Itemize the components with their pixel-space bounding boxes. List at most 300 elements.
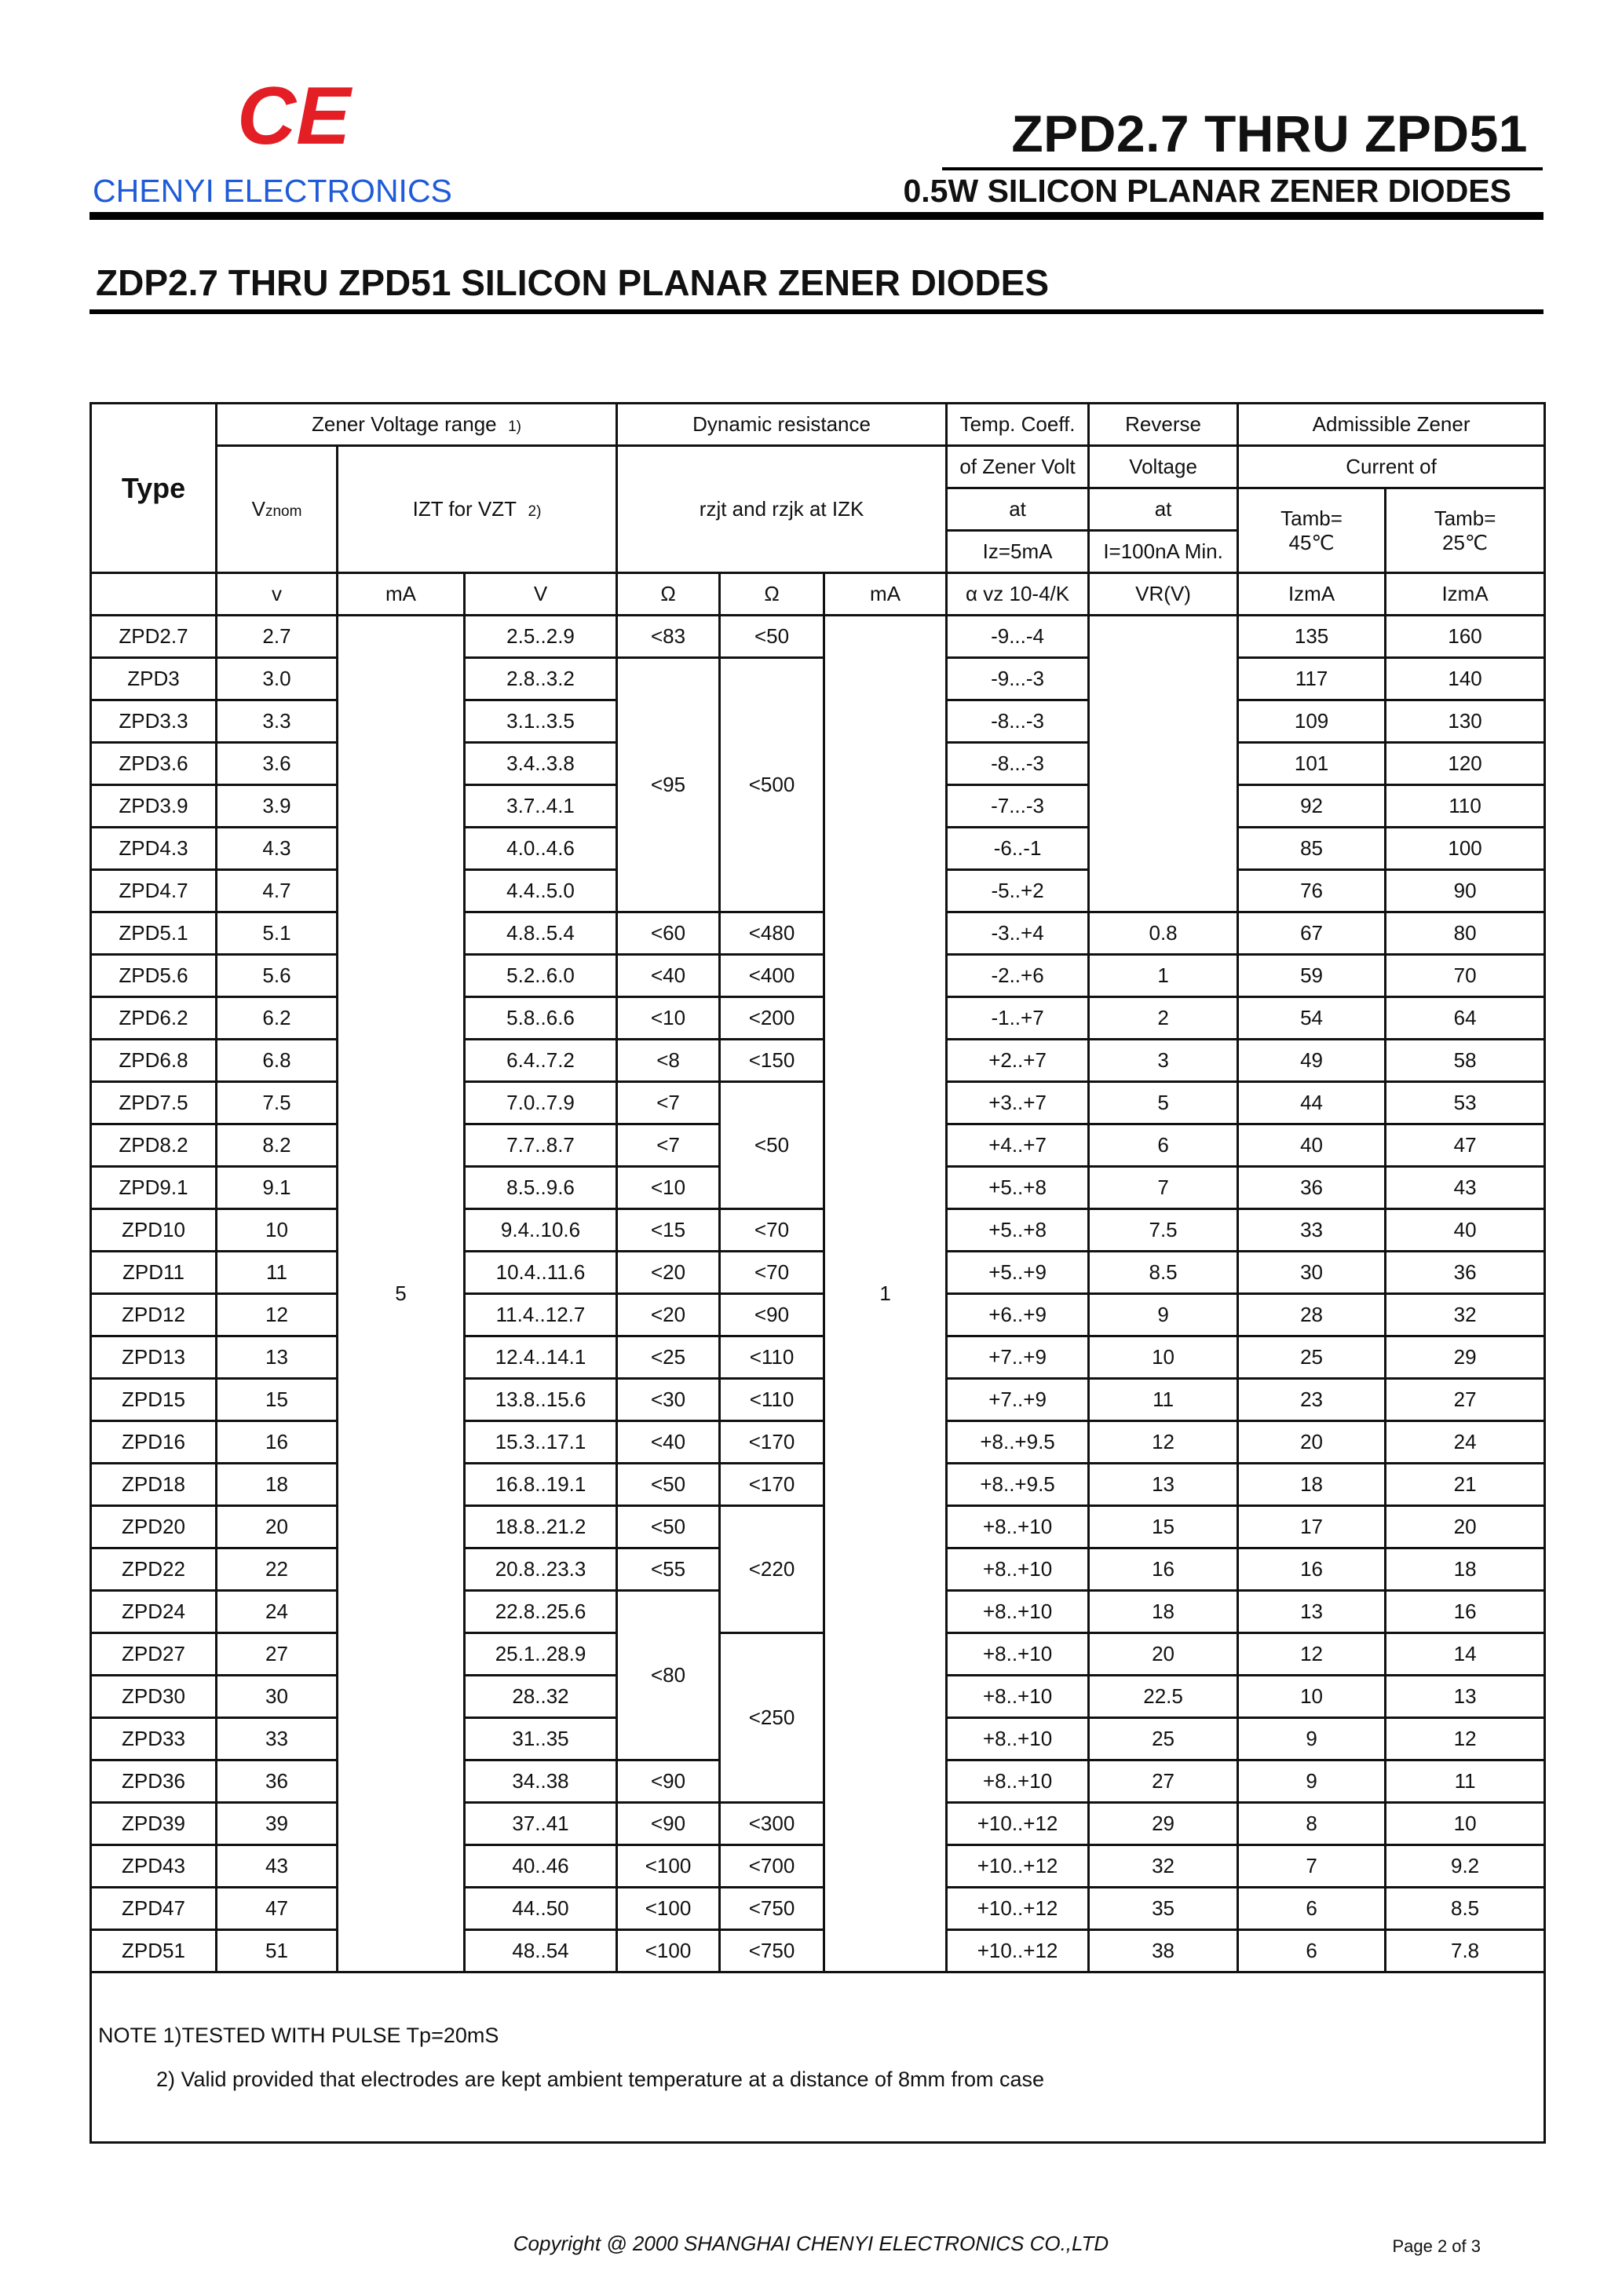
temp-coeff-cell: -7...-3 — [947, 785, 1089, 828]
rzjt-cell: <55 — [617, 1548, 720, 1591]
rzjt-cell: <7 — [617, 1124, 720, 1167]
vz-range-cell: 12.4..14.1 — [465, 1336, 617, 1379]
vznom-cell: 5.6 — [217, 955, 338, 997]
rzjk-cell: <170 — [720, 1421, 824, 1464]
vznom-cell: 11 — [217, 1252, 338, 1294]
table-row — [91, 1379, 1545, 1421]
vznom-cell: 27 — [217, 1633, 338, 1676]
vz-range-cell: 22.8..25.6 — [465, 1591, 617, 1633]
iz-45-cell: 30 — [1238, 1252, 1386, 1294]
iz-25-cell: 36 — [1386, 1252, 1545, 1294]
temp-coeff-cell: +3..+7 — [947, 1082, 1089, 1124]
temp-coeff-cell: +5..+8 — [947, 1209, 1089, 1252]
rzjt-cell: <40 — [617, 955, 720, 997]
vz-range-cell: 16.8..19.1 — [465, 1464, 617, 1506]
temp-coeff-cell: +10..+12 — [947, 1803, 1089, 1845]
temp-coeff-cell: +7..+9 — [947, 1336, 1089, 1379]
rzjk-cell: <700 — [720, 1845, 824, 1888]
rzjk-cell: <50 — [720, 616, 824, 658]
section-rule — [90, 309, 1543, 314]
temp-coeff-cell: +5..+8 — [947, 1167, 1089, 1209]
type-cell: ZPD6.8 — [91, 1040, 217, 1082]
type-cell: ZPD3.6 — [91, 743, 217, 785]
reverse-voltage-cell: 13 — [1089, 1464, 1238, 1506]
iz-45-cell: 6 — [1238, 1930, 1386, 1972]
vznom-cell: 9.1 — [217, 1167, 338, 1209]
vznom-cell: 30 — [217, 1676, 338, 1718]
reverse-voltage-cell: 0.8 — [1089, 912, 1238, 955]
rzjk-cell: <150 — [720, 1040, 824, 1082]
section-title: ZDP2.7 THRU ZPD51 SILICON PLANAR ZENER DIODES — [96, 262, 1050, 303]
vz-range-cell: 34..38 — [465, 1760, 617, 1803]
type-cell: ZPD15 — [91, 1379, 217, 1421]
izt-cell: 5 — [338, 616, 465, 1972]
vz-range-cell: 48..54 — [465, 1930, 617, 1972]
iz-25-cell: 120 — [1386, 743, 1545, 785]
table-row — [91, 912, 1545, 955]
tamb25-header: Tamb= 25℃ — [1386, 488, 1545, 573]
title-rule — [942, 167, 1543, 170]
reverse-voltage-cell: 35 — [1089, 1888, 1238, 1930]
rzjt-cell: <8 — [617, 1040, 720, 1082]
type-cell: ZPD43 — [91, 1845, 217, 1888]
vznom-cell: 3.6 — [217, 743, 338, 785]
temp-coeff-cell: +10..+12 — [947, 1888, 1089, 1930]
iz-25-cell: 80 — [1386, 912, 1545, 955]
reverse-voltage-cell: 25 — [1089, 1718, 1238, 1760]
note-1: NOTE 1)TESTED WITH PULSE Tp=20mS — [98, 2024, 499, 2047]
type-cell: ZPD30 — [91, 1676, 217, 1718]
iz-25-cell: 40 — [1386, 1209, 1545, 1252]
iz-45-cell: 85 — [1238, 828, 1386, 870]
vz-range-cell: 2.5..2.9 — [465, 616, 617, 658]
iz-25-cell: 29 — [1386, 1336, 1545, 1379]
reverse-voltage-cell: 20 — [1089, 1633, 1238, 1676]
vznom-cell: 39 — [217, 1803, 338, 1845]
rzjt-cell: <7 — [617, 1082, 720, 1124]
vznom-cell: 4.7 — [217, 870, 338, 912]
type-cell: ZPD12 — [91, 1294, 217, 1336]
table-row — [91, 955, 1545, 997]
iz-45-cell: 13 — [1238, 1591, 1386, 1633]
type-cell: ZPD9.1 — [91, 1167, 217, 1209]
iz-25-cell: 90 — [1386, 870, 1545, 912]
temp-coeff-cell: +8..+10 — [947, 1718, 1089, 1760]
vznom-cell: 10 — [217, 1209, 338, 1252]
reverse-header-4: I=100nA Min. — [1089, 531, 1238, 573]
unit-type-blank — [91, 573, 217, 616]
iz-25-cell: 130 — [1386, 700, 1545, 743]
iz-45-cell: 76 — [1238, 870, 1386, 912]
vznom-cell: 3.0 — [217, 658, 338, 700]
iz-25-cell: 160 — [1386, 616, 1545, 658]
unit-izma-2: IzmA — [1386, 573, 1545, 616]
vznom-cell: 36 — [217, 1760, 338, 1803]
reverse-voltage-cell: 10 — [1089, 1336, 1238, 1379]
iz-45-cell: 44 — [1238, 1082, 1386, 1124]
type-cell: ZPD39 — [91, 1803, 217, 1845]
vz-range-cell: 37..41 — [465, 1803, 617, 1845]
unit-ohm-2: Ω — [720, 573, 824, 616]
vz-range-cell: 40..46 — [465, 1845, 617, 1888]
reverse-voltage-cell: 18 — [1089, 1591, 1238, 1633]
specification-table — [90, 402, 1546, 2144]
temp-coeff-header-4: Iz=5mA — [947, 531, 1089, 573]
iz-25-cell: 16 — [1386, 1591, 1545, 1633]
izt-header: IZT for VZT 2) — [338, 446, 617, 573]
temp-coeff-cell: +8..+10 — [947, 1506, 1089, 1548]
type-header: Type — [91, 404, 217, 573]
temp-coeff-cell: -9...-4 — [947, 616, 1089, 658]
rz-header: rzjt and rzjk at IZK — [617, 446, 947, 573]
vz-range-cell: 3.1..3.5 — [465, 700, 617, 743]
table-row — [91, 1040, 1545, 1082]
iz-45-cell: 12 — [1238, 1633, 1386, 1676]
temp-coeff-cell: +8..+10 — [947, 1633, 1089, 1676]
iz-45-cell: 18 — [1238, 1464, 1386, 1506]
reverse-voltage-cell: 12 — [1089, 1421, 1238, 1464]
vz-range-cell: 25.1..28.9 — [465, 1633, 617, 1676]
iz-45-cell: 17 — [1238, 1506, 1386, 1548]
iz-45-cell: 92 — [1238, 785, 1386, 828]
document-subtitle: 0.5W SILICON PLANAR ZENER DIODES — [903, 173, 1511, 209]
table-row — [91, 1464, 1545, 1506]
iz-45-cell: 28 — [1238, 1294, 1386, 1336]
rzjt-cell: <30 — [617, 1379, 720, 1421]
iz-45-cell: 23 — [1238, 1379, 1386, 1421]
table-row — [91, 1888, 1545, 1930]
vz-range-cell: 4.0..4.6 — [465, 828, 617, 870]
type-cell: ZPD16 — [91, 1421, 217, 1464]
vznom-cell: 15 — [217, 1379, 338, 1421]
vznom-cell: 43 — [217, 1845, 338, 1888]
rzjt-cell: <60 — [617, 912, 720, 955]
vz-range-cell: 7.0..7.9 — [465, 1082, 617, 1124]
admissible-header-2: Current of — [1238, 446, 1545, 488]
iz-45-cell: 7 — [1238, 1845, 1386, 1888]
temp-coeff-header-3: at — [947, 488, 1089, 531]
header-rule — [90, 212, 1543, 220]
temp-coeff-cell: -9...-3 — [947, 658, 1089, 700]
vz-range-cell: 15.3..17.1 — [465, 1421, 617, 1464]
iz-25-cell: 27 — [1386, 1379, 1545, 1421]
vz-range-cell: 9.4..10.6 — [465, 1209, 617, 1252]
iz-25-cell: 47 — [1386, 1124, 1545, 1167]
reverse-voltage-cell: 27 — [1089, 1760, 1238, 1803]
temp-coeff-cell: +8..+10 — [947, 1676, 1089, 1718]
rzjk-cell: <110 — [720, 1379, 824, 1421]
reverse-voltage-cell: 8.5 — [1089, 1252, 1238, 1294]
zener-range-header: Zener Voltage range 1) — [217, 404, 617, 446]
rzjt-cell: <95 — [617, 658, 720, 912]
iz-25-cell: 43 — [1386, 1167, 1545, 1209]
admissible-header-1: Admissible Zener — [1238, 404, 1545, 446]
iz-25-cell: 140 — [1386, 658, 1545, 700]
reverse-voltage-cell: 7.5 — [1089, 1209, 1238, 1252]
vz-range-cell: 6.4..7.2 — [465, 1040, 617, 1082]
iz-25-cell: 14 — [1386, 1633, 1545, 1676]
vz-range-cell: 7.7..8.7 — [465, 1124, 617, 1167]
rzjk-cell: <90 — [720, 1294, 824, 1336]
temp-coeff-cell: +10..+12 — [947, 1845, 1089, 1888]
vz-range-cell: 5.2..6.0 — [465, 955, 617, 997]
iz-45-cell: 101 — [1238, 743, 1386, 785]
table-row — [91, 1252, 1545, 1294]
rzjt-cell: <90 — [617, 1803, 720, 1845]
iz-25-cell: 18 — [1386, 1548, 1545, 1591]
rzjt-cell: <80 — [617, 1591, 720, 1760]
iz-25-cell: 12 — [1386, 1718, 1545, 1760]
iz-25-cell: 70 — [1386, 955, 1545, 997]
temp-coeff-cell: +2..+7 — [947, 1040, 1089, 1082]
vznom-cell: 6.8 — [217, 1040, 338, 1082]
rzjk-cell: <50 — [720, 1082, 824, 1209]
vznom-cell: 6.2 — [217, 997, 338, 1040]
iz-25-cell: 7.8 — [1386, 1930, 1545, 1972]
copyright: Copyright @ 2000 SHANGHAI CHENYI ELECTRONICS CO.,LTD — [513, 2232, 1109, 2255]
reverse-voltage-cell: 1 — [1089, 955, 1238, 997]
rzjt-cell: <100 — [617, 1845, 720, 1888]
reverse-voltage-cell: 3 — [1089, 1040, 1238, 1082]
unit-ma-1: mA — [338, 573, 465, 616]
type-cell: ZPD51 — [91, 1930, 217, 1972]
rzjk-cell: <110 — [720, 1336, 824, 1379]
iz-45-cell: 25 — [1238, 1336, 1386, 1379]
type-cell: ZPD4.7 — [91, 870, 217, 912]
vz-range-cell: 5.8..6.6 — [465, 997, 617, 1040]
vznom-cell: 18 — [217, 1464, 338, 1506]
iz-25-cell: 58 — [1386, 1040, 1545, 1082]
temp-coeff-cell: -2..+6 — [947, 955, 1089, 997]
rzjt-cell: <20 — [617, 1252, 720, 1294]
rzjt-cell: <50 — [617, 1506, 720, 1548]
unit-alpha: α vz 10-4/K — [947, 573, 1089, 616]
type-cell: ZPD4.3 — [91, 828, 217, 870]
vz-range-cell: 13.8..15.6 — [465, 1379, 617, 1421]
document-title: ZPD2.7 THRU ZPD51 — [1011, 104, 1528, 163]
type-cell: ZPD22 — [91, 1548, 217, 1591]
rzjk-cell: <750 — [720, 1930, 824, 1972]
izk-cell: 1 — [824, 616, 947, 1972]
temp-coeff-cell: +8..+10 — [947, 1760, 1089, 1803]
iz-45-cell: 54 — [1238, 997, 1386, 1040]
note-2: 2) Valid provided that electrodes are kept ambient temperature at a distance of 8mm from case — [156, 2067, 1045, 2091]
iz-45-cell: 8 — [1238, 1803, 1386, 1845]
reverse-voltage-cell: 15 — [1089, 1506, 1238, 1548]
table-row — [91, 616, 1545, 658]
company-logo: CE — [237, 71, 351, 162]
iz-25-cell: 24 — [1386, 1421, 1545, 1464]
iz-25-cell: 53 — [1386, 1082, 1545, 1124]
rzjt-cell: <15 — [617, 1209, 720, 1252]
iz-25-cell: 21 — [1386, 1464, 1545, 1506]
temp-coeff-cell: +4..+7 — [947, 1124, 1089, 1167]
iz-45-cell: 9 — [1238, 1760, 1386, 1803]
page-number: Page 2 of 3 — [1392, 2236, 1481, 2256]
table-row — [91, 1633, 1545, 1676]
type-cell: ZPD18 — [91, 1464, 217, 1506]
vznom-cell: 5.1 — [217, 912, 338, 955]
table-row — [91, 1082, 1545, 1124]
temp-coeff-cell: +8..+10 — [947, 1548, 1089, 1591]
vznom-cell: 12 — [217, 1294, 338, 1336]
iz-25-cell: 20 — [1386, 1506, 1545, 1548]
type-cell: ZPD33 — [91, 1718, 217, 1760]
vz-range-cell: 10.4..11.6 — [465, 1252, 617, 1294]
type-cell: ZPD47 — [91, 1888, 217, 1930]
reverse-voltage-cell — [1089, 616, 1238, 912]
reverse-voltage-cell: 22.5 — [1089, 1676, 1238, 1718]
reverse-voltage-cell: 16 — [1089, 1548, 1238, 1591]
reverse-header-1: Reverse — [1089, 404, 1238, 446]
type-cell: ZPD8.2 — [91, 1124, 217, 1167]
vznom-cell: 51 — [217, 1930, 338, 1972]
tamb45-header: Tamb= 45℃ — [1238, 488, 1386, 573]
rzjk-cell: <300 — [720, 1803, 824, 1845]
temp-coeff-cell: -8...-3 — [947, 743, 1089, 785]
vz-range-cell: 20.8..23.3 — [465, 1548, 617, 1591]
iz-45-cell: 109 — [1238, 700, 1386, 743]
type-cell: ZPD3.3 — [91, 700, 217, 743]
type-cell: ZPD3.9 — [91, 785, 217, 828]
temp-coeff-cell: +6..+9 — [947, 1294, 1089, 1336]
vznom-cell: 33 — [217, 1718, 338, 1760]
rzjt-cell: <100 — [617, 1888, 720, 1930]
iz-45-cell: 36 — [1238, 1167, 1386, 1209]
table-row — [91, 1845, 1545, 1888]
type-cell: ZPD36 — [91, 1760, 217, 1803]
unit-volt: V — [465, 573, 617, 616]
temp-coeff-cell: +8..+9.5 — [947, 1421, 1089, 1464]
rzjk-cell: <70 — [720, 1252, 824, 1294]
iz-45-cell: 49 — [1238, 1040, 1386, 1082]
reverse-voltage-cell: 11 — [1089, 1379, 1238, 1421]
type-cell: ZPD20 — [91, 1506, 217, 1548]
vz-range-cell: 8.5..9.6 — [465, 1167, 617, 1209]
table-row — [91, 1209, 1545, 1252]
type-cell: ZPD3 — [91, 658, 217, 700]
iz-45-cell: 40 — [1238, 1124, 1386, 1167]
vznom-cell: 22 — [217, 1548, 338, 1591]
reverse-voltage-cell: 29 — [1089, 1803, 1238, 1845]
vznom-cell: 47 — [217, 1888, 338, 1930]
vznom-cell: 7.5 — [217, 1082, 338, 1124]
iz-45-cell: 135 — [1238, 616, 1386, 658]
vznom-cell: 3.3 — [217, 700, 338, 743]
vz-range-cell: 28..32 — [465, 1676, 617, 1718]
iz-45-cell: 9 — [1238, 1718, 1386, 1760]
rzjk-cell: <250 — [720, 1633, 824, 1803]
rzjk-cell: <200 — [720, 997, 824, 1040]
rzjk-cell: <170 — [720, 1464, 824, 1506]
temp-coeff-cell: +5..+9 — [947, 1252, 1089, 1294]
rzjk-cell: <750 — [720, 1888, 824, 1930]
reverse-header-2: Voltage — [1089, 446, 1238, 488]
iz-45-cell: 117 — [1238, 658, 1386, 700]
table-row — [91, 1294, 1545, 1336]
rzjt-cell: <40 — [617, 1421, 720, 1464]
temp-coeff-cell: -5..+2 — [947, 870, 1089, 912]
vz-range-cell: 44..50 — [465, 1888, 617, 1930]
rzjt-cell: <20 — [617, 1294, 720, 1336]
reverse-voltage-cell: 7 — [1089, 1167, 1238, 1209]
reverse-voltage-cell: 9 — [1089, 1294, 1238, 1336]
iz-25-cell: 110 — [1386, 785, 1545, 828]
iz-45-cell: 10 — [1238, 1676, 1386, 1718]
rzjk-cell: <220 — [720, 1506, 824, 1633]
type-cell: ZPD10 — [91, 1209, 217, 1252]
vz-range-cell: 3.4..3.8 — [465, 743, 617, 785]
iz-25-cell: 100 — [1386, 828, 1545, 870]
vznom-cell: 8.2 — [217, 1124, 338, 1167]
rzjt-cell: <10 — [617, 997, 720, 1040]
notes-cell — [91, 1972, 1545, 2143]
iz-25-cell: 13 — [1386, 1676, 1545, 1718]
iz-45-cell: 20 — [1238, 1421, 1386, 1464]
unit-v: v — [217, 573, 338, 616]
type-cell: ZPD13 — [91, 1336, 217, 1379]
unit-izma-1: IzmA — [1238, 573, 1386, 616]
type-cell: ZPD6.2 — [91, 997, 217, 1040]
reverse-voltage-cell: 38 — [1089, 1930, 1238, 1972]
vznom-cell: 13 — [217, 1336, 338, 1379]
reverse-voltage-cell: 32 — [1089, 1845, 1238, 1888]
temp-coeff-cell: +7..+9 — [947, 1379, 1089, 1421]
rzjk-cell: <480 — [720, 912, 824, 955]
rzjk-cell: <500 — [720, 658, 824, 912]
rzjt-cell: <10 — [617, 1167, 720, 1209]
vznom-cell: 3.9 — [217, 785, 338, 828]
iz-45-cell: 6 — [1238, 1888, 1386, 1930]
table-row — [91, 1421, 1545, 1464]
rzjt-cell: <50 — [617, 1464, 720, 1506]
table-row — [91, 1336, 1545, 1379]
vz-range-cell: 18.8..21.2 — [465, 1506, 617, 1548]
temp-coeff-cell: -8...-3 — [947, 700, 1089, 743]
vz-range-cell: 11.4..12.7 — [465, 1294, 617, 1336]
reverse-voltage-cell: 5 — [1089, 1082, 1238, 1124]
rzjt-cell: <100 — [617, 1930, 720, 1972]
type-cell: ZPD24 — [91, 1591, 217, 1633]
reverse-header-3: at — [1089, 488, 1238, 531]
unit-vr: VR(V) — [1089, 573, 1238, 616]
type-cell: ZPD5.1 — [91, 912, 217, 955]
temp-coeff-cell: -3..+4 — [947, 912, 1089, 955]
temp-coeff-cell: +10..+12 — [947, 1930, 1089, 1972]
iz-25-cell: 11 — [1386, 1760, 1545, 1803]
company-name: CHENYI ELECTRONICS — [93, 173, 452, 209]
temp-coeff-cell: -6..-1 — [947, 828, 1089, 870]
table-row — [91, 1506, 1545, 1548]
temp-coeff-cell: +8..+9.5 — [947, 1464, 1089, 1506]
vz-range-cell: 3.7..4.1 — [465, 785, 617, 828]
table-row — [91, 1803, 1545, 1845]
rzjt-cell: <83 — [617, 616, 720, 658]
reverse-voltage-cell: 6 — [1089, 1124, 1238, 1167]
vz-range-cell: 4.4..5.0 — [465, 870, 617, 912]
vz-range-cell: 4.8..5.4 — [465, 912, 617, 955]
dynamic-resistance-header: Dynamic resistance — [617, 404, 947, 446]
type-cell: ZPD2.7 — [91, 616, 217, 658]
temp-coeff-cell: -1..+7 — [947, 997, 1089, 1040]
unit-ohm-1: Ω — [617, 573, 720, 616]
temp-coeff-cell: +8..+10 — [947, 1591, 1089, 1633]
vznom-cell: 20 — [217, 1506, 338, 1548]
vznom-cell: 24 — [217, 1591, 338, 1633]
type-cell: ZPD7.5 — [91, 1082, 217, 1124]
table-row — [91, 1930, 1545, 1972]
iz-45-cell: 67 — [1238, 912, 1386, 955]
